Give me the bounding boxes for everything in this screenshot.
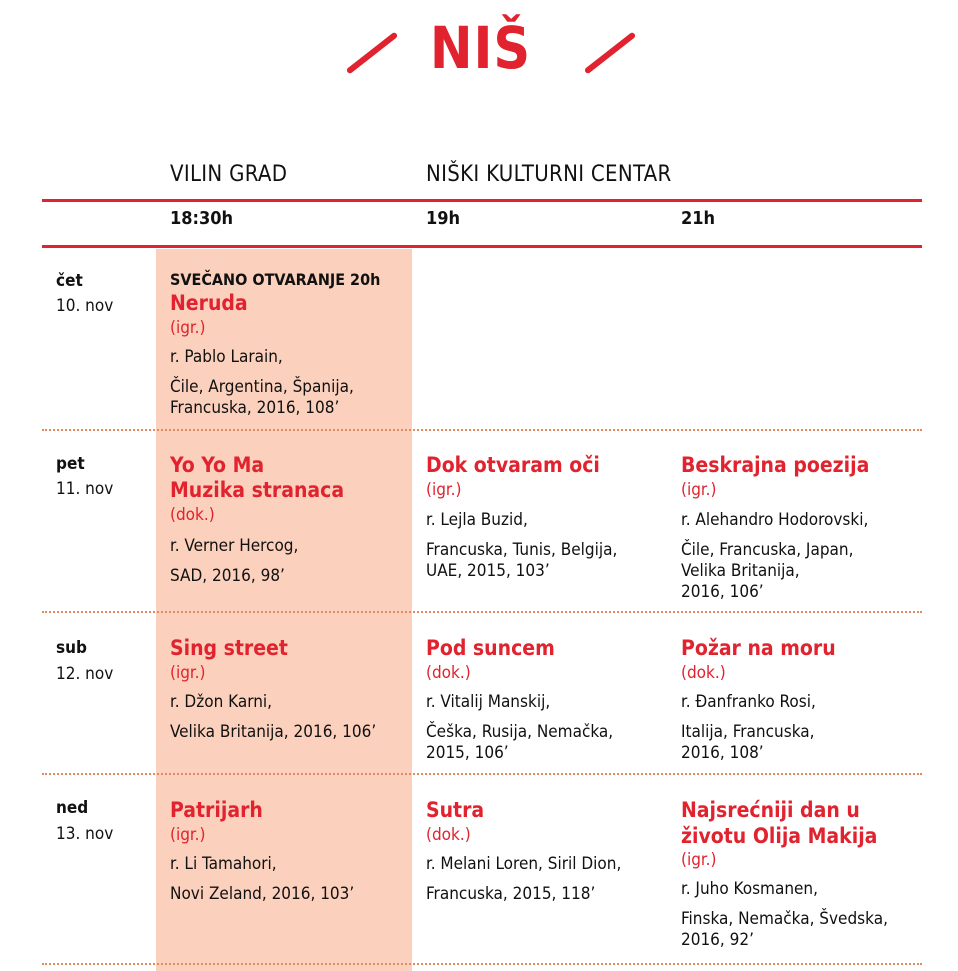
film-details: Francuska, Tunis, Belgija, bbox=[426, 540, 618, 560]
film-title: Beskrajna poezija bbox=[681, 453, 870, 477]
film-details: Francuska, 2015, 118’ bbox=[426, 884, 596, 904]
film-title: Sutra bbox=[426, 798, 485, 822]
film-director: r. Alehandro Hodorovski, bbox=[681, 510, 869, 530]
film-details: 2016, 106’ bbox=[681, 582, 764, 602]
film-genre: (igr.) bbox=[681, 480, 717, 500]
film-details: Velika Britanija, bbox=[681, 561, 800, 581]
film-details: Finska, Nemačka, Švedska, bbox=[681, 909, 888, 929]
row-separator bbox=[42, 773, 922, 775]
row-date: 12. nov bbox=[56, 664, 114, 684]
film-director: r. Vitalij Manskij, bbox=[426, 692, 551, 712]
row-day: ned bbox=[56, 798, 89, 818]
film-details: Italija, Francuska, bbox=[681, 722, 815, 742]
film-details: UAE, 2015, 103’ bbox=[426, 561, 550, 581]
row-day: čet bbox=[56, 271, 83, 291]
film-details: 2016, 92’ bbox=[681, 930, 754, 950]
film-director: r. Verner Hercog, bbox=[170, 536, 299, 556]
row-separator bbox=[42, 963, 922, 965]
film-genre: (igr.) bbox=[170, 318, 206, 338]
film-director: r. Đanfranko Rosi, bbox=[681, 692, 816, 712]
film-director: r. Juho Kosmanen, bbox=[681, 879, 818, 899]
header-rule-bottom bbox=[42, 245, 922, 248]
row-day: sub bbox=[56, 638, 87, 658]
film-details: Češka, Rusija, Nemačka, bbox=[426, 722, 614, 742]
page-title: NIŠ bbox=[429, 14, 531, 82]
film-genre: (dok.) bbox=[426, 663, 471, 683]
row-separator bbox=[42, 429, 922, 431]
film-genre: (igr.) bbox=[681, 850, 717, 870]
film-genre: (igr.) bbox=[426, 480, 462, 500]
film-title: Muzika stranaca bbox=[170, 478, 345, 502]
film-genre: (dok.) bbox=[426, 825, 471, 845]
film-genre: (dok.) bbox=[170, 505, 215, 525]
film-details: Velika Britanija, 2016, 106’ bbox=[170, 722, 377, 742]
film-title: Neruda bbox=[170, 291, 248, 315]
film-director: r. Lejla Buzid, bbox=[426, 510, 528, 530]
time-1830: 18:30h bbox=[170, 208, 234, 229]
film-title: Požar na moru bbox=[681, 636, 836, 660]
film-title: Patrijarh bbox=[170, 798, 263, 822]
row-date: 13. nov bbox=[56, 824, 114, 844]
film-title: Yo Yo Ma bbox=[170, 453, 265, 477]
row-day: pet bbox=[56, 454, 85, 474]
film-director: r. Džon Karni, bbox=[170, 692, 273, 712]
film-director: r. Pablo Larain, bbox=[170, 347, 283, 367]
row-separator bbox=[42, 611, 922, 613]
film-genre: (igr.) bbox=[170, 825, 206, 845]
film-details: Novi Zeland, 2016, 103’ bbox=[170, 884, 355, 904]
film-genre: (dok.) bbox=[681, 663, 726, 683]
film-title: životu Olija Makija bbox=[681, 824, 878, 848]
film-details: SAD, 2016, 98’ bbox=[170, 566, 285, 586]
film-title: Dok otvaram oči bbox=[426, 453, 600, 477]
venue-niski-kulturni-centar: NIŠKI KULTURNI CENTAR bbox=[426, 162, 672, 187]
film-title: Pod suncem bbox=[426, 636, 555, 660]
film-details: Čile, Argentina, Španija, bbox=[170, 377, 354, 397]
opening-note: SVEČANO OTVARANJE 20h bbox=[170, 270, 381, 289]
time-19: 19h bbox=[426, 208, 461, 229]
film-director: r. Melani Loren, Siril Dion, bbox=[426, 854, 622, 874]
film-details: 2015, 106’ bbox=[426, 743, 509, 763]
film-director: r. Li Tamahori, bbox=[170, 854, 277, 874]
row-date: 11. nov bbox=[56, 479, 114, 499]
film-details: 2016, 108’ bbox=[681, 743, 764, 763]
row-date: 10. nov bbox=[56, 296, 114, 316]
film-title: Najsrećniji dan u bbox=[681, 798, 860, 822]
film-title: Sing street bbox=[170, 636, 288, 660]
film-genre: (igr.) bbox=[170, 663, 206, 683]
venue-vilin-grad: VILIN GRAD bbox=[170, 162, 288, 187]
film-details: Čile, Francuska, Japan, bbox=[681, 540, 854, 560]
film-details: Francuska, 2016, 108’ bbox=[170, 398, 340, 418]
time-21: 21h bbox=[681, 208, 716, 229]
header-rule-top bbox=[42, 199, 922, 202]
